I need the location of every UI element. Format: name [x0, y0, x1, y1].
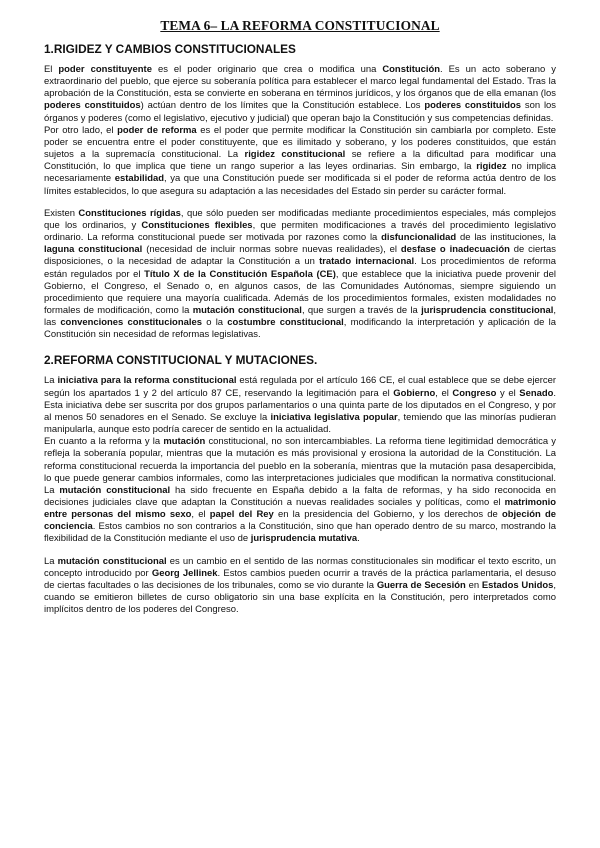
text-run: . Estos cambios pueden ocurrir a través de la práctica parlamentaria, el desuso de ciertas facultades o las decisiones de los tribunales, como se vio durante la — [44, 567, 556, 591]
bold-term: mutación — [163, 436, 206, 448]
bold-term: Estados Unidos — [481, 579, 554, 591]
text-run: , el — [191, 509, 210, 521]
section-heading-2: 2.REFORMA CONSTITUCIONAL Y MUTACIONES. — [44, 353, 318, 368]
paragraph-1-3 — [44, 208, 556, 342]
text-run: es el poder que permite modificar la Constitución sin cambiarla por completo. Este poder se encuentra entre el poder constituyente, que es ilimitado y soberano, y los poderes constituidos, que están sujetos a la supremacía constitucional. La — [44, 124, 557, 161]
paragraph-2-1 — [44, 375, 556, 436]
text-run: , ya que una Constitución puede ser modificada si el poder de reforma actúa dentro de los límites establecidos, lo que asegura su adaptación a las necesidades del Estado sin perder su carácter formal. — [44, 173, 556, 197]
text-run: ha sido frecuente en España debido a la falta de reformas, y ha sido reconocida en decisiones judiciales clave que adaptan la Constitución a nuevas realidades sociales y políticas, como el — [44, 484, 556, 508]
text-run: no implica necesariamente — [44, 161, 556, 185]
bold-term: rigidez — [476, 161, 507, 173]
text-run: son los órganos y poderes (como el legislativo, ejecutivo y judicial) que operan bajo la Constitución y sus competencias definidas. — [44, 100, 557, 124]
bold-term: disfuncionalidad — [381, 232, 457, 244]
paragraph-1-1 — [44, 64, 556, 125]
bold-term: Senado — [519, 387, 554, 399]
text-run: . Los procedimientos de reforma están regulados por el — [44, 256, 557, 280]
text-run: es el poder originario que crea o modifica una — [151, 64, 383, 75]
bold-term: iniciativa legislativa popular — [270, 411, 398, 423]
text-run: Por otro lado, el — [44, 124, 118, 136]
bold-term: Constitución — [382, 64, 441, 75]
bold-term: costumbre constitucional — [227, 317, 344, 329]
text-run: , que surgen a través de la — [301, 304, 422, 316]
text-run: constitucional, no son intercambiables. La reforma tiene legitimidad democrática y refleja la soberanía popular, mientras que la mutación es más provisional y erosiona la autoridad de la Constitución. La reforma constitucional recuerda la importancia del pueblo en la soberanía, mientras que la mutación pasa desapercibida, lo que puede generar cambios informales, como las interpretaciones judiciales que modifican la normativa constitucional. La — [44, 436, 556, 496]
text-run: , temiendo que las minorías pudieran manipularla, aunque esto podría carecer de sentido en la actualidad. — [44, 411, 556, 436]
text-run: (necesidad de incluir normas sobre nuevas realidades), el — [142, 244, 401, 256]
text-run: , que sólo pueden ser modificadas mediante procedimientos especiales, más complejos que los ordinarios, y — [44, 207, 557, 231]
text-run: . Esta iniciativa debe ser suscrita por dos grupos parlamentarios o una quinta parte de los diputados en el Congreso, y por al menos 50 senadores en el Senado. Se excluye la — [44, 387, 556, 423]
text-run: o la — [201, 317, 228, 329]
bold-term: estabilidad — [114, 173, 165, 185]
text-run: se refiere a la dificultad para modificar una Constitución, lo que implica que tiene un rango superior a las leyes ordinarias. Sin embargo, la — [44, 149, 556, 173]
bold-term: Guerra de Secesión — [376, 579, 466, 591]
text-run: , modificando la interpretación y aplicación de la Constitución sin necesidad de reformas legislativas. — [44, 317, 557, 341]
bold-term: tratado internacional — [319, 256, 415, 268]
bold-term: convenciones constitucionales — [60, 317, 202, 329]
text-run: , que permiten modificaciones a través del procedimiento legislativo ordinario. La reforma constitucional puede ser motivada por razones como la — [44, 219, 556, 244]
page-title: TEMA 6– LA REFORMA CONSTITUCIONAL — [160, 18, 440, 33]
text-run: . Estos cambios no son contrarios a la Constitución, sino que han operado dentro de su marco, mostrando la flexibilidad de la Constitución mediante el uso de — [44, 521, 556, 545]
bold-term: desfase o inadecuación — [400, 244, 510, 256]
bold-term: mutación constitucional — [57, 555, 167, 567]
bold-term: Constituciones flexibles — [141, 219, 253, 231]
text-run: es un cambio en el sentido de las normas constitucionales sin modificar el texto escrito, un concepto introducido por — [44, 555, 556, 579]
text-run: y el — [496, 387, 520, 399]
text-run: En cuanto a la reforma y la — [44, 436, 164, 448]
bold-term: iniciativa para la reforma constitucional — [57, 375, 237, 387]
text-run: de las instituciones, la — [456, 232, 556, 244]
bold-term: Gobierno — [393, 387, 436, 399]
bold-term: jurisprudencia mutativa — [250, 533, 358, 545]
bold-term: Congreso — [452, 387, 497, 399]
text-run: . Es un acto soberano y extraordinario del pueblo, que ejerce su soberanía política para establecer el marco legal fundamental del Estado. Tras la aprobación de la Constitución, esta se convierte en soberana en términos jurídicos, y los órganos que de ella emanan (los — [44, 64, 556, 100]
bold-term: papel del Rey — [209, 509, 274, 521]
text-run: está regulada por el artículo 166 CE, el cual establece que se debe ejercer según los apartados 1 y 2 del artículo 87 CE, reservando la legitimación para el — [44, 375, 557, 399]
text-run: en la presidencia del Gobierno, y los derechos de — [273, 509, 503, 521]
text-run: , las — [44, 304, 557, 329]
section-heading-1: 1.RIGIDEZ Y CAMBIOS CONSTITUCIONALES — [44, 42, 296, 56]
text-run: Existen — [44, 207, 79, 219]
bold-term: mutación constitucional — [59, 484, 171, 496]
text-run: , que establece que la iniciativa puede provenir del Gobierno, el Congreso, el Senado o, en algunos casos, de las Comunidades Autónomas, siempre siguiendo un procedimiento que requiere una mayoría cualificada. Además de los procedimientos formales, existen modalidades no formales de modificación, como la — [44, 268, 556, 316]
bold-term: poderes constituidos — [44, 100, 141, 112]
bold-term: poder constituyente — [58, 64, 152, 75]
bold-term: objeción de conciencia — [44, 509, 557, 533]
text-run: , cuando se emitieron billetes de curso obligatorio sin una base explícita en la Constitución, pero interpretados como implícitos dentro de los poderes del Congreso. — [44, 579, 556, 616]
bold-term: Constituciones rígidas — [78, 207, 181, 219]
bold-term: rigidez constitucional — [244, 149, 346, 161]
bold-term: jurisprudencia constitucional — [421, 304, 554, 316]
paragraph-2-3 — [44, 556, 556, 617]
paragraph-2-2 — [44, 436, 556, 545]
text-run: El — [44, 64, 59, 75]
bold-term: matrimonio entre personas del mismo sexo — [44, 497, 556, 521]
text-run: en — [465, 579, 482, 591]
bold-term: mutación constitucional — [192, 304, 302, 316]
text-run: . — [357, 533, 360, 545]
bold-term: Título X de la Constitución Española (CE) — [144, 268, 336, 280]
bold-term: laguna constitucional — [44, 244, 143, 256]
bold-term: poder de reforma — [117, 124, 197, 136]
text-run: ) actúan dentro de los límites que la Constitución establece. Los — [140, 100, 425, 112]
text-run: La — [44, 555, 58, 567]
bold-term: poderes constituidos — [424, 100, 522, 112]
bold-term: Georg Jellinek — [151, 567, 218, 579]
text-run: de ciertas disposiciones, o la necesidad de adaptar la Constitución a un — [44, 244, 556, 268]
text-run: , el — [435, 387, 453, 399]
text-run: La — [44, 375, 58, 387]
paragraph-1-2 — [44, 125, 556, 198]
